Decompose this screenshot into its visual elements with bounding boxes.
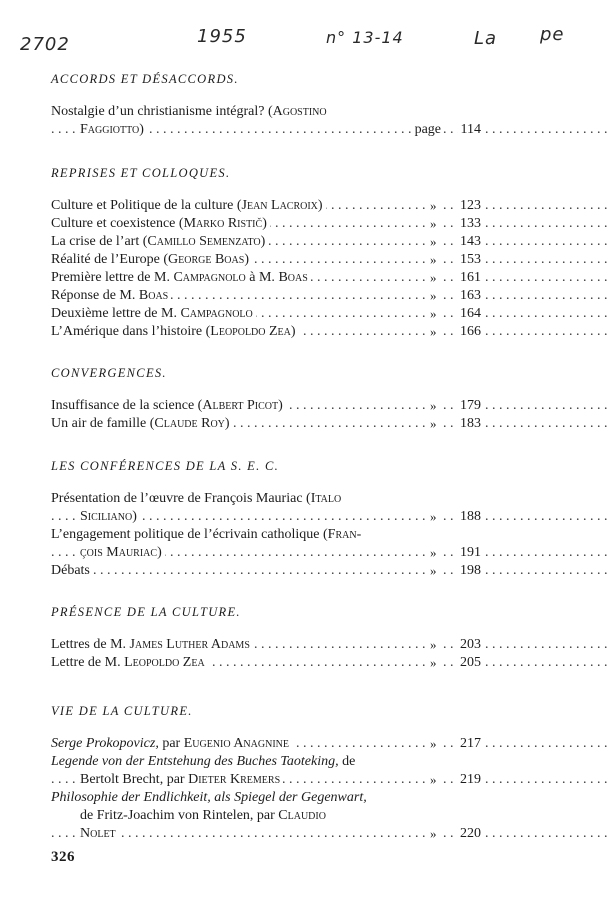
author-name: Agostino xyxy=(272,104,327,119)
work-title: Serge Prokopovicz, xyxy=(51,736,159,751)
toc-entry xyxy=(51,287,481,305)
entry-line xyxy=(51,323,481,341)
author-name: Marko Ristič xyxy=(183,216,263,231)
entry-text xyxy=(80,122,147,137)
ditto-mark: » xyxy=(430,398,437,413)
page-reference: 203 xyxy=(457,636,481,654)
entry-title-text: L’engagement politique de l’écrivain catholique ( xyxy=(51,527,328,542)
page-reference: 166 xyxy=(457,323,481,341)
toc-entry xyxy=(51,103,481,139)
entry-line xyxy=(51,753,481,771)
entry-title-text: La crise de l’art ( xyxy=(51,234,148,249)
toc-entry xyxy=(51,397,481,415)
entry-line xyxy=(51,490,481,508)
entry-title-text: à M. xyxy=(245,270,279,285)
author-name: Dieter Kremers xyxy=(188,772,281,787)
entry-text xyxy=(51,198,326,213)
author-name: Leopoldo Zea xyxy=(210,324,291,339)
toc-entry xyxy=(51,269,481,287)
handwritten-catalog-number: 2702 xyxy=(20,34,70,55)
entry-title-text: Culture et coexistence ( xyxy=(51,216,184,231)
entry-title-text: Première lettre de M. xyxy=(51,270,174,285)
entry-title-text: Insuffisance de la science ( xyxy=(51,398,203,413)
entry-title-text: de Fritz-Joachim von Rintelen, par xyxy=(80,808,279,823)
entry-line xyxy=(51,215,481,233)
entry-line xyxy=(51,269,481,287)
handwritten-issue: n° 13-14 xyxy=(326,28,404,47)
ditto-mark: » xyxy=(430,545,437,560)
entry-title-text: ) xyxy=(260,234,266,249)
entry-title-text: ) xyxy=(317,198,323,213)
ditto-mark: » xyxy=(430,288,437,303)
entry-text xyxy=(51,306,256,321)
entry-line xyxy=(51,305,481,323)
work-title: Legende von der Entstehung des Buches Taoteking, xyxy=(51,754,339,769)
page-reference: 205 xyxy=(457,654,481,672)
toc-entry xyxy=(51,789,481,843)
toc-entry xyxy=(51,490,481,526)
author-name: Albert Picot xyxy=(202,398,279,413)
toc-entry xyxy=(51,526,481,562)
entry-title-text: Réponse de M. xyxy=(51,288,139,303)
page-reference: 163 xyxy=(457,287,481,305)
toc-entry xyxy=(51,251,481,269)
entry-text xyxy=(80,509,140,524)
page-reference: 183 xyxy=(457,415,481,433)
entry-text xyxy=(51,655,208,670)
page-reference: 219 xyxy=(457,771,481,789)
toc-entry xyxy=(51,197,481,215)
page-reference: 161 xyxy=(457,269,481,287)
entry-text xyxy=(51,270,311,285)
entry-text xyxy=(80,808,329,823)
entry-line xyxy=(51,789,481,807)
entry-line xyxy=(51,233,481,251)
entry-text xyxy=(51,754,358,769)
entry-line xyxy=(51,562,481,580)
section-title: ACCORDS ET DÉSACCORDS. xyxy=(51,72,239,86)
ditto-mark: » xyxy=(430,216,437,231)
ditto-mark: » xyxy=(430,198,437,213)
ditto-mark: » xyxy=(430,637,437,652)
entry-line xyxy=(51,544,481,562)
page-number: 326 xyxy=(51,849,75,865)
section-title: PRÉSENCE DE LA CULTURE. xyxy=(51,605,241,619)
toc-entry xyxy=(51,753,481,789)
author-name: Nolet xyxy=(80,826,116,841)
toc-section xyxy=(51,702,481,843)
entry-title-text: ) xyxy=(290,324,296,339)
handwritten-note-a: La xyxy=(474,28,498,49)
ditto-mark: » xyxy=(430,252,437,267)
page-reference: 220 xyxy=(457,825,481,843)
ditto-mark: » xyxy=(430,826,437,841)
toc-section xyxy=(51,603,481,672)
entry-text xyxy=(51,491,344,506)
page-reference: 114 xyxy=(458,121,481,139)
entry-title-text: Présentation de l’œuvre de François Mauriac ( xyxy=(51,491,311,506)
entry-text xyxy=(51,416,233,431)
toc-entry xyxy=(51,562,481,580)
entry-title-text: ) xyxy=(278,398,283,413)
author-name: Fran- xyxy=(327,527,362,542)
entry-title-text: Débats xyxy=(51,563,90,578)
entry-title-text: de xyxy=(338,754,356,769)
toc-section xyxy=(51,164,481,341)
author-name: Campagnolo xyxy=(173,270,246,285)
entry-text xyxy=(80,826,119,841)
entry-title-text: ) xyxy=(139,122,144,137)
ditto-mark: » xyxy=(430,306,437,321)
entry-line xyxy=(51,397,481,415)
ditto-mark: » xyxy=(430,324,437,339)
entry-text xyxy=(51,234,268,249)
author-name: Boas xyxy=(138,288,169,303)
entry-title-text: par xyxy=(158,736,184,751)
entry-title-text: Deuxième lettre de M. xyxy=(51,306,181,321)
entry-text xyxy=(51,252,252,267)
ditto-mark: » xyxy=(430,270,437,285)
dot-leader xyxy=(51,562,417,580)
entry-text xyxy=(51,527,364,542)
ditto-mark: » xyxy=(430,736,437,751)
entry-title-text: ) xyxy=(157,545,162,560)
entry-title-text: ) xyxy=(224,416,230,431)
entry-text xyxy=(51,563,93,578)
toc-entry xyxy=(51,636,481,654)
toc-section xyxy=(51,70,481,139)
ditto-mark: » xyxy=(430,234,437,249)
section-title: VIE DE LA CULTURE. xyxy=(51,704,193,718)
author-name: Siciliano xyxy=(80,509,133,524)
ditto-mark: » xyxy=(430,655,437,670)
page-reference: 123 xyxy=(457,197,481,215)
author-name: Eugenio Anagnine xyxy=(183,736,289,751)
author-name: Claude Roy xyxy=(154,416,225,431)
section-title: LES CONFÉRENCES DE LA S. E. C. xyxy=(51,459,280,473)
work-title: Philosophie der Endlichkeit, als Spiegel der Gegenwart, xyxy=(51,790,367,805)
entry-line xyxy=(51,121,481,139)
author-name: Italo xyxy=(310,491,342,506)
entry-line xyxy=(51,287,481,305)
author-name: James Luther Adams xyxy=(129,637,250,652)
entry-title-text: ) xyxy=(244,252,249,267)
entry-title-text: ) xyxy=(132,509,137,524)
toc-entry xyxy=(51,323,481,341)
page-reference: 191 xyxy=(457,544,481,562)
entry-text xyxy=(51,736,292,751)
author-name: Claudio xyxy=(278,808,326,823)
author-name: Leopoldo Zea xyxy=(124,655,205,670)
page-reference: 188 xyxy=(457,508,481,526)
entry-title-text: Un air de famille ( xyxy=(51,416,155,431)
toc-entry xyxy=(51,233,481,251)
entry-text xyxy=(51,637,253,652)
entry-line xyxy=(51,807,481,825)
page-label: page xyxy=(411,121,441,139)
section-title: REPRISES ET COLLOQUES. xyxy=(51,166,231,180)
page-reference: 164 xyxy=(457,305,481,323)
entry-line xyxy=(51,735,481,753)
entry-title-text: Lettre de M. xyxy=(51,655,125,670)
entry-title-text: Lettres de M. xyxy=(51,637,130,652)
entry-line xyxy=(51,251,481,269)
entry-title-text: Nostalgie d’un christianisme intégral? ( xyxy=(51,104,273,119)
entry-text xyxy=(80,545,165,560)
toc-section xyxy=(51,457,481,580)
toc-section xyxy=(51,364,481,433)
entry-line xyxy=(51,526,481,544)
ditto-mark: » xyxy=(430,772,437,787)
author-name: Boas xyxy=(278,270,308,285)
entry-text xyxy=(51,288,171,303)
entry-line xyxy=(51,197,481,215)
toc-entry xyxy=(51,735,481,753)
entry-line xyxy=(51,654,481,672)
entry-title-text: Bertolt Brecht, par xyxy=(80,772,189,787)
page-reference: 143 xyxy=(457,233,481,251)
ditto-mark: » xyxy=(430,563,437,578)
entry-text xyxy=(51,216,270,231)
entry-line xyxy=(51,415,481,433)
handwritten-year: 1955 xyxy=(197,26,247,47)
toc-entry xyxy=(51,415,481,433)
entry-title-text: Culture et Politique de la culture ( xyxy=(51,198,242,213)
page-reference: 217 xyxy=(457,735,481,753)
entry-text xyxy=(80,772,283,787)
author-name: Faggiotto xyxy=(80,122,140,137)
entry-text xyxy=(51,104,330,119)
page-reference: 179 xyxy=(457,397,481,415)
page-reference: 133 xyxy=(457,215,481,233)
entry-line xyxy=(51,636,481,654)
toc-entry xyxy=(51,654,481,672)
ditto-mark: » xyxy=(430,416,437,431)
author-name: Jean Lacroix xyxy=(241,198,318,213)
author-name: çois Mauriac xyxy=(80,545,158,560)
entry-text xyxy=(51,790,370,805)
ditto-mark: » xyxy=(430,509,437,524)
section-title: CONVERGENCES. xyxy=(51,366,167,380)
entry-line xyxy=(51,508,481,526)
entry-title-text: Réalité de l’Europe ( xyxy=(51,252,169,267)
page-reference: 198 xyxy=(457,562,481,580)
author-name: George Boas xyxy=(168,252,245,267)
entry-line xyxy=(51,103,481,121)
page-reference: 153 xyxy=(457,251,481,269)
entry-line xyxy=(51,825,481,843)
entry-title-text: L’Amérique dans l’histoire ( xyxy=(51,324,211,339)
entry-text xyxy=(51,324,299,339)
toc-entry xyxy=(51,305,481,323)
toc-entry xyxy=(51,215,481,233)
entry-text xyxy=(51,398,286,413)
entry-line xyxy=(51,771,481,789)
author-name: Camillo Semenzato xyxy=(147,234,261,249)
entry-title-text: ) xyxy=(262,216,267,231)
author-name: Campagnolo xyxy=(180,306,253,321)
handwritten-note-b: pe xyxy=(540,24,565,45)
